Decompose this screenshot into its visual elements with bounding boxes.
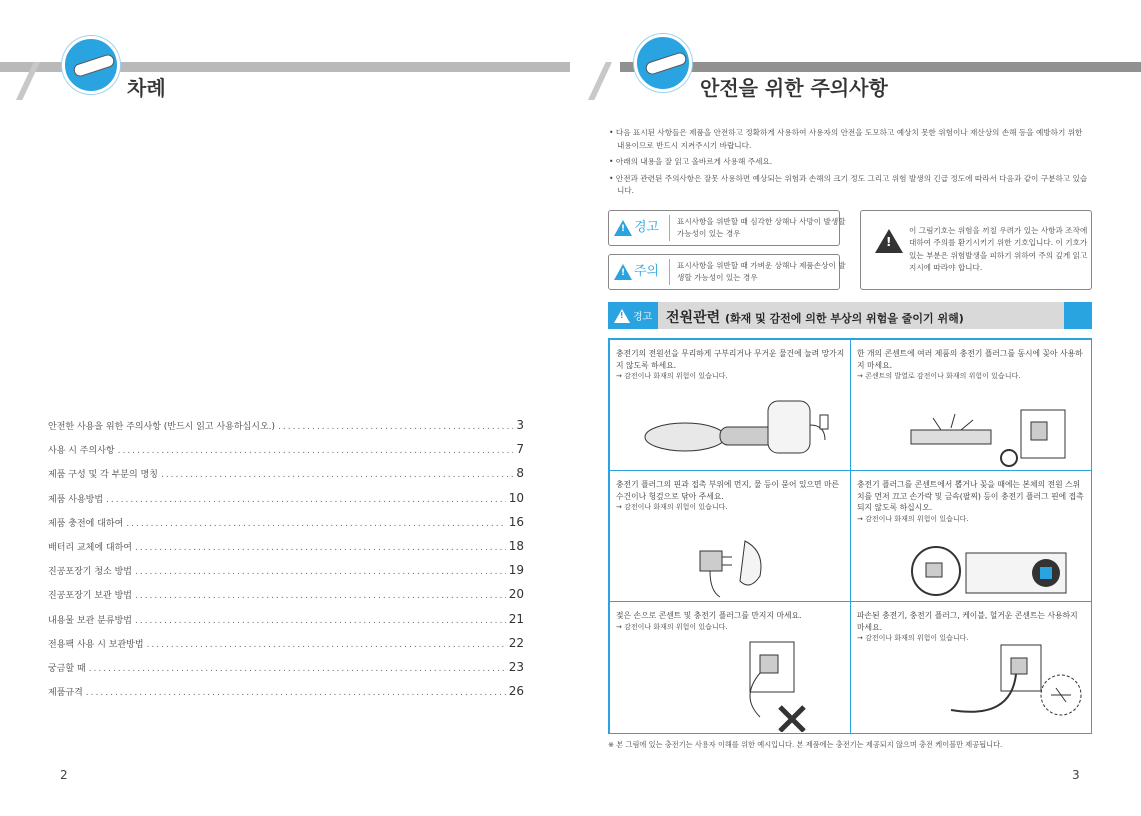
toc-leader-dots (106, 495, 506, 505)
product-logo-icon (634, 34, 692, 92)
warning-symbol-icon (875, 229, 903, 253)
caution-tag-text: 주의 (634, 264, 660, 279)
cell-text: 한 개의 콘센트에 여러 제품의 충전기 플러그를 동시에 꽂아 사용하지 마세요. (857, 349, 1083, 370)
toc-label: 진공포장기 보관 방법 (48, 591, 132, 602)
toc-leader-dots (126, 519, 505, 529)
footnote: ※ 본 그림에 있는 충전기는 사용자 이해를 위한 예시입니다. 본 제품에는 충전기는 제공되지 않으며 충전 케이블만 제공됩니다. (608, 740, 1003, 749)
warning-label-text: 표시사항을 위반할 때 심각한 상해나 사망이 발생할 가능성이 있는 경우 (677, 217, 846, 238)
toc-row (48, 418, 524, 442)
cell-text: 파손된 충전기, 충전기 플러그, 케이블, 헐거운 콘센트는 사용하지 마세요. (857, 611, 1078, 632)
caution-label-box (608, 254, 846, 290)
warning-tag-text: 경고 (634, 220, 660, 235)
toc-row (48, 539, 524, 563)
caution-tag (614, 264, 659, 280)
section-heading (608, 302, 1092, 329)
toc-row (48, 563, 524, 587)
toc-page-number: 3 (516, 418, 524, 432)
toc-label: 제품규격 (48, 688, 83, 699)
section-tag-text: 경고 (632, 312, 653, 323)
toc-leader-dots (86, 688, 506, 698)
warning-cell (850, 601, 1092, 734)
table-of-contents (48, 418, 524, 708)
toc-label: 안전한 사용을 위한 주의사항 (반드시 읽고 사용하십시오.) (48, 422, 276, 432)
section-title-main: 전원관련 (666, 310, 721, 326)
header-slash (8, 62, 48, 100)
toc-page-number: 16 (508, 514, 524, 529)
symbol-note-text: 이 그림기호는 위험을 끼칠 우려가 있는 사항과 조작에 대하여 주의를 환기시키기 위한 기호입니다. 이 기호가 있는 부분은 위험발생을 피하기 위하여 주의 깊게 읽고 지시에 따라야 합니다. (909, 226, 1088, 273)
toc-page-number: 10 (508, 490, 524, 505)
toc-page-number: 7 (516, 442, 524, 457)
toc-leader-dots (118, 446, 514, 456)
toc-leader-dots (278, 422, 513, 432)
cell-note: → 감전이나 화재의 위험이 있습니다. (857, 514, 969, 523)
toc-leader-dots (135, 591, 506, 601)
page-number-left: 2 (60, 768, 68, 782)
damaged-cable-illustration (931, 640, 1091, 730)
intro-item: • 다음 표시된 사항들은 제품을 안전하고 정확하게 사용하여 사용자의 안전을 도모하고 예상치 못한 위험이나 재산상의 손해 등을 예방하기 위한 내용이므로 반드시 지켜주시기 바랍니다. (609, 128, 1083, 150)
warning-cell (850, 339, 1092, 471)
cell-text: 충전기 플러그를 콘센트에서 뽑거나 꽂을 때에는 본체의 전원 스위치를 먼저 끄고 손가락 및 금속(팔찌) 등이 충전기 플러그 핀에 접촉되지 않도록 하십시오. (857, 480, 1084, 512)
cell-note: → 감전이나 화재의 위험이 있습니다. (857, 634, 969, 642)
unplug-switch-illustration (906, 543, 1086, 601)
warning-cell (850, 470, 1092, 602)
toc-label: 배터리 교체에 대하여 (48, 542, 132, 553)
caution-triangle-icon (614, 264, 632, 280)
overloaded-outlet-illustration (891, 400, 1081, 470)
toc-leader-dots (135, 543, 506, 553)
toc-page-number: 21 (508, 611, 524, 626)
cell-text: 젖은 손으로 콘센트 및 충전기 플러그를 만지지 마세요. (616, 611, 802, 620)
warning-grid (608, 338, 1092, 734)
toc-row (48, 684, 524, 708)
page-title-right: 안전을 위한 주의사항 (700, 76, 888, 100)
cell-note: → 콘센트의 발열로 감전이나 화재의 위험이 있습니다. (857, 372, 1021, 380)
intro-item: • 안전과 관련된 주의사항은 잘못 사용하면 예상되는 위험과 손해의 크기 정도 그리고 위험 발생의 긴급 정도에 따라서 다음과 같이 구분하고 있습니다. (609, 173, 1088, 195)
cell-note: → 감전이나 화재의 위험이 있습니다. (616, 622, 728, 631)
toc-leader-dots (135, 616, 506, 626)
toc-page-number: 20 (508, 587, 524, 602)
toc-row (48, 587, 524, 611)
toc-leader-dots (147, 640, 506, 650)
cell-note: → 감전이나 화재의 위험이 있습니다. (616, 503, 728, 511)
cell-text: 충전기의 전원선을 무리하게 구부리거나 무거운 물건에 눌려 망가지지 않도록 하세요. (616, 349, 845, 370)
header-bar (620, 62, 1141, 72)
toc-page-number: 8 (516, 466, 524, 481)
toc-row (48, 442, 524, 466)
toc-row (48, 660, 524, 684)
product-logo-icon (62, 36, 120, 94)
warning-cell (609, 339, 851, 471)
toc-row (48, 466, 524, 490)
toc-leader-dots (89, 664, 506, 674)
toc-page-number: 22 (508, 635, 524, 650)
toc-label: 제품 사용방법 (48, 494, 104, 505)
symbol-note-box (860, 210, 1092, 290)
toc-row (48, 491, 524, 515)
caution-label-text: 표시사항을 위반할 때 가벼운 상해나 제품손상이 발생할 가능성이 있는 경우 (677, 261, 846, 282)
toc-label: 사용 시 주의사항 (48, 446, 115, 457)
toc-row (48, 515, 524, 539)
warning-triangle-icon (614, 309, 630, 323)
header-slash (580, 62, 620, 100)
warning-cell (609, 601, 851, 734)
toc-leader-dots (161, 470, 513, 480)
toc-page-number: 19 (508, 563, 524, 578)
toc-label: 궁금할 때 (48, 663, 86, 674)
cell-text: 충전기 플러그의 핀과 접촉 부위에 먼지, 물 등이 묻어 있으면 마른 수건이나 헝겊으로 닦아 주세요. (616, 480, 840, 501)
cable-crushed-illustration (640, 395, 830, 467)
toc-page-number: 18 (508, 538, 524, 553)
section-subtitle: (화재 및 감전에 의한 부상의 위험을 줄이기 위해) (724, 312, 964, 325)
cell-note: → 감전이나 화재의 위험이 있습니다. (616, 372, 728, 380)
toc-row (48, 612, 524, 636)
section-title (666, 307, 964, 327)
intro-item: • 아래의 내용을 잘 읽고 올바르게 사용해 주세요. (609, 157, 773, 166)
warning-label-box (608, 210, 846, 246)
page-title-left: 차례 (127, 76, 166, 100)
intro-text (608, 127, 1092, 202)
toc-label: 내용물 보관 분류방법 (48, 615, 132, 626)
toc-page-number: 26 (508, 684, 524, 699)
toc-leader-dots (135, 567, 506, 577)
warning-cell (609, 470, 851, 602)
warning-triangle-icon (614, 220, 632, 236)
section-warning-tag (608, 302, 658, 329)
page-number-right: 3 (1072, 768, 1080, 782)
toc-label: 전용팩 사용 시 보관방법 (48, 639, 144, 650)
wet-hands-illustration (720, 637, 830, 732)
toc-label: 제품 충전에 대하여 (48, 518, 124, 529)
warning-tag (614, 220, 659, 236)
toc-row (48, 636, 524, 660)
section-tab (1064, 302, 1092, 329)
cleaning-plug-illustration (690, 531, 800, 599)
toc-page-number: 23 (508, 659, 524, 674)
toc-label: 제품 구성 및 각 부분의 명칭 (48, 470, 158, 481)
toc-label: 진공포장기 청소 방법 (48, 567, 132, 578)
